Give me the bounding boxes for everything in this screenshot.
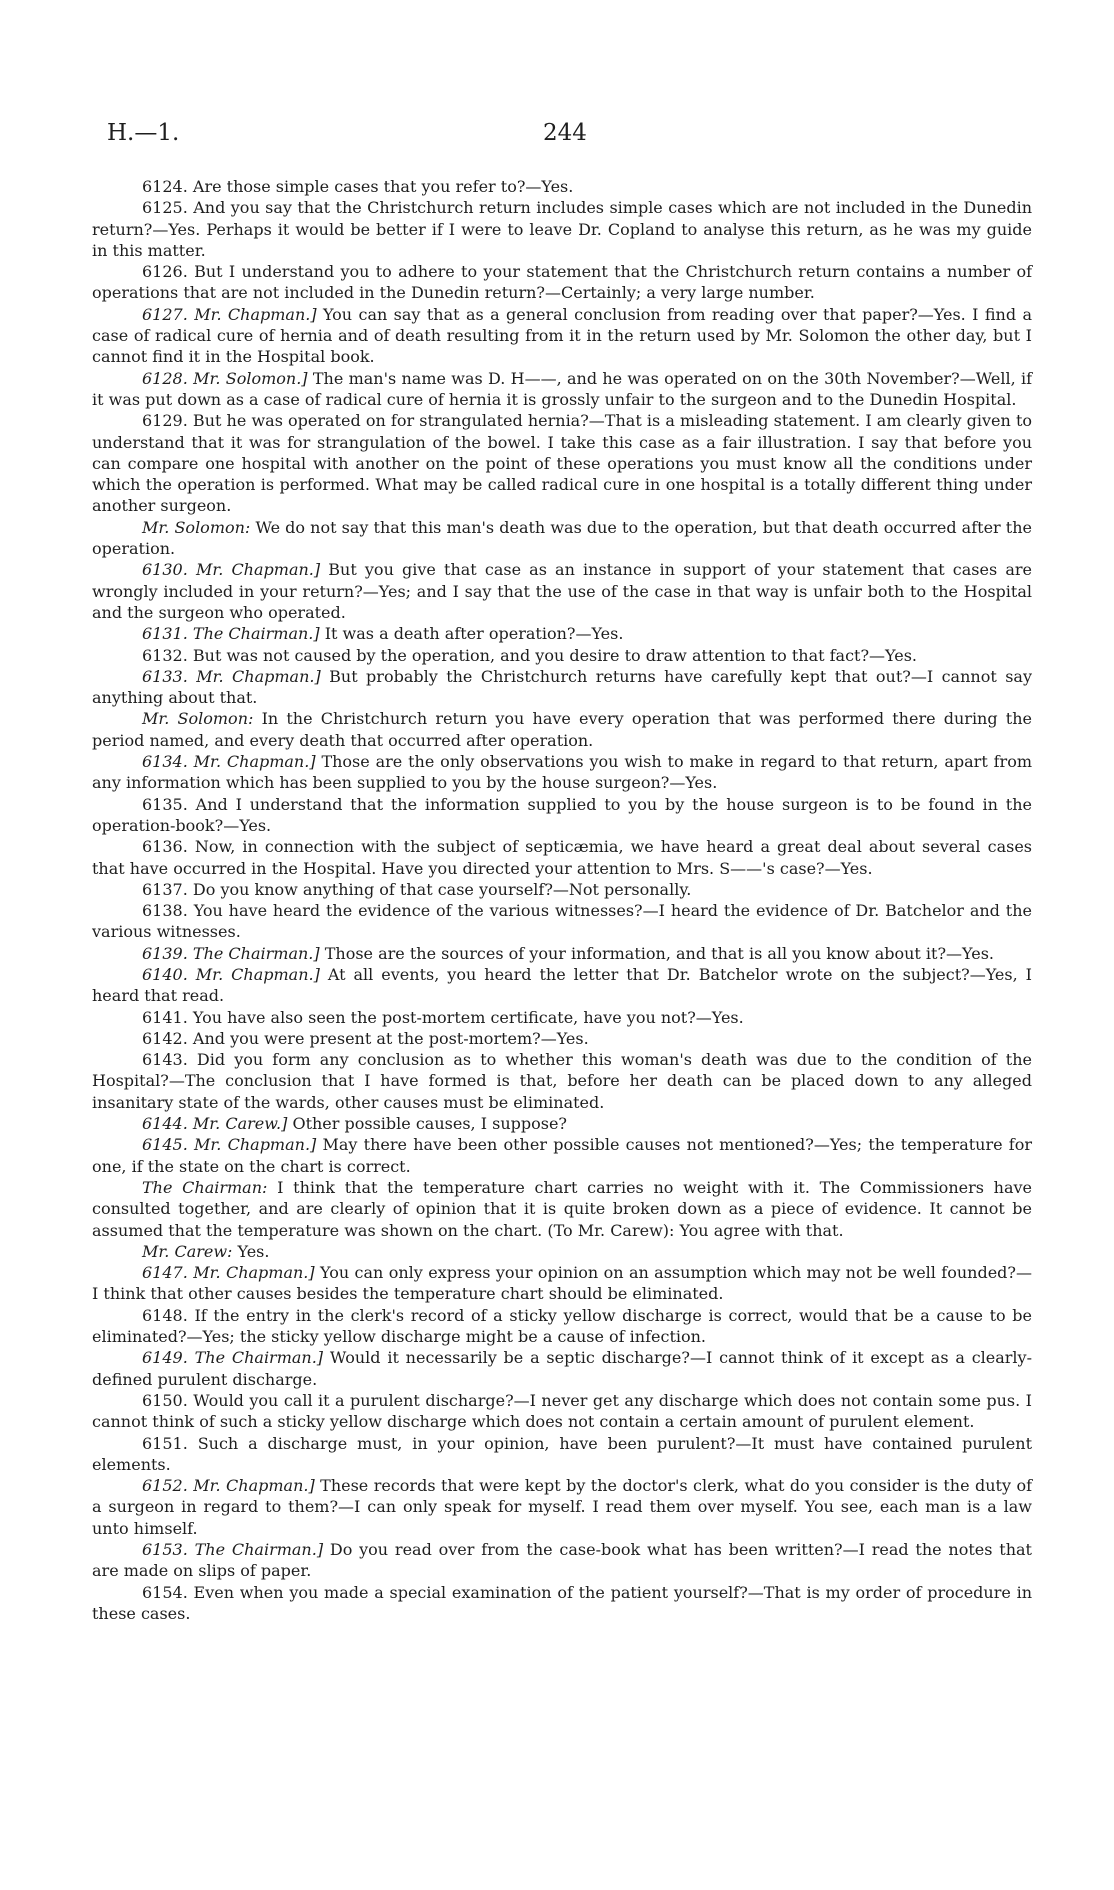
evidence-paragraph <box>92 943 1032 964</box>
evidence-paragraph <box>92 1582 1032 1625</box>
evidence-paragraph <box>92 1113 1032 1134</box>
evidence-paragraph <box>92 261 1032 304</box>
paragraph-text: Those are the sources of your information, and that is all you know about it?—Yes. <box>319 943 994 963</box>
evidence-paragraph <box>92 1134 1032 1177</box>
paragraph-text: You can say that as a general conclusion from reading over that paper?—Yes. I find a case of radical cure of hernia and of death resulting from it in the return used by Mr. Solomon the other day, but I cannot find it in the Hospital book. <box>92 304 1032 367</box>
evidence-paragraph <box>92 645 1032 666</box>
paragraph-text: 6138. You have heard the evidence of the various witnesses?—I heard the evidence of Dr. Batchelor and the various witnesses. <box>92 901 1032 942</box>
evidence-paragraph <box>92 751 1032 794</box>
evidence-paragraph <box>92 1262 1032 1305</box>
speaker-label: 6134. Mr. Chapman.] <box>142 752 316 772</box>
evidence-paragraph <box>92 304 1032 368</box>
paragraph-text: In the Christchurch return you have every operation that was performed there during the period named, and every death that occurred after operation. <box>92 709 1032 750</box>
speaker-label: Mr. Solomon: <box>142 517 251 537</box>
paragraph-text: 6151. Such a discharge must, in your opinion, have been purulent?—It must have contained purulent elements. <box>92 1433 1032 1474</box>
speaker-label: Mr. Carew: <box>142 1241 233 1261</box>
paragraph-text: 6154. Even when you made a special examination of the patient yourself?—That is my order of procedure in these cases. <box>92 1582 1032 1623</box>
paragraph-text: 6142. And you were present at the post-mortem?—Yes. <box>142 1028 589 1048</box>
evidence-paragraph <box>92 623 1032 644</box>
speaker-label: 6144. Mr. Carew.] <box>142 1114 288 1134</box>
paragraph-text: It was a death after operation?—Yes. <box>319 624 624 644</box>
paragraph-text: Would it necessarily be a septic discharge?—I cannot think of it except as a clearly-defined purulent discharge. <box>92 1348 1032 1389</box>
speaker-label: 6145. Mr. Chapman.] <box>142 1135 317 1155</box>
evidence-paragraph <box>92 1049 1032 1113</box>
evidence-paragraph <box>92 410 1032 516</box>
page-reference: H.—1. <box>107 120 180 146</box>
paragraph-text: 6148. If the entry in the clerk's record of a sticky yellow discharge is correct, would that be a cause to be eliminated?—Yes; the sticky yellow discharge might be a cause of infection. <box>92 1305 1032 1347</box>
paragraph-text: 6136. Now, in connection with the subject of septicæmia, we have heard a great deal about several cases that have occurred in the Hospital. Have you directed your attention to Mrs. S——'s case?—Yes. <box>92 837 1032 878</box>
evidence-paragraph <box>92 1177 1032 1241</box>
evidence-paragraph <box>92 1475 1032 1539</box>
evidence-paragraph <box>92 517 1032 560</box>
evidence-paragraph <box>92 1539 1032 1582</box>
evidence-paragraph <box>92 666 1032 709</box>
paragraph-text: Yes. <box>232 1241 270 1261</box>
speaker-label: 6149. The Chairman.] <box>142 1348 324 1368</box>
evidence-paragraph <box>92 879 1032 900</box>
paragraph-text: 6137. Do you know anything of that case yourself?—Not personally. <box>142 879 692 899</box>
speaker-label: 6133. Mr. Chapman.] <box>142 666 321 686</box>
paragraph-text: 6135. And I understand that the information supplied to you by the house surgeon is to be found in the operation-book?—Yes. <box>92 794 1032 835</box>
speaker-label: 6147. Mr. Chapman.] <box>142 1263 315 1283</box>
evidence-paragraph <box>92 1241 1032 1262</box>
evidence-paragraph <box>92 708 1032 751</box>
evidence-paragraph <box>92 176 1032 197</box>
page-header <box>107 120 1007 154</box>
speaker-label: Mr. Solomon: <box>142 709 254 729</box>
paragraph-text: 6124. Are those simple cases that you refer to?—Yes. <box>142 177 574 196</box>
evidence-paragraph <box>92 559 1032 623</box>
page-number: 244 <box>543 120 587 146</box>
speaker-label: 6131. The Chairman.] <box>142 624 320 644</box>
paragraph-text: 6129. But he was operated on for strangulated hernia?—That is a misleading statement. I am clearly given to understand that it was for strangulation of the bowel. I take this case as a fair illustration. I say that before you can compare one hospital with another on the point of these operations you must know all the conditions under which the operation is performed. What may be called radical cure in one hospital is a totally different thing under another surgeon. <box>92 411 1032 516</box>
speaker-label: 6140. Mr. Chapman.] <box>142 964 320 984</box>
speaker-label: 6153. The Chairman.] <box>142 1540 324 1559</box>
speaker-label: 6130. Mr. Chapman.] <box>142 560 321 580</box>
paragraph-text: 6132. But was not caused by the operation, and you desire to draw attention to that fact?—Yes. <box>142 645 917 665</box>
paragraph-text: Those are the only observations you wish to make in regard to that return, apart from any information which has been supplied to you by the house surgeon?—Yes. <box>92 752 1032 793</box>
paragraph-text: 6126. But I understand you to adhere to your statement that the Christchurch return contains a number of operations that are not included in the Dunedin return?—Certainly; a very large number. <box>92 262 1032 303</box>
evidence-paragraph <box>92 1347 1032 1390</box>
paragraph-text: These records that were kept by the doctor's clerk, what do you consider is the duty of a surgeon in regard to them?—I can only speak for myself. I read them over myself. You see, each man is a law unto himself. <box>92 1476 1033 1538</box>
evidence-paragraph <box>92 1028 1032 1049</box>
speaker-label: 6127. Mr. Chapman.] <box>142 304 317 324</box>
evidence-paragraph <box>92 794 1032 837</box>
speaker-label: 6152. Mr. Chapman.] <box>142 1476 315 1496</box>
evidence-paragraph <box>92 1305 1032 1348</box>
paragraph-text: 6125. And you say that the Christchurch return includes simple cases which are not included in the Dunedin return?—Yes. Perhaps it would be better if I were to leave Dr. Copland to analyse this return, as he was my guide in this matter. <box>92 198 1032 260</box>
evidence-paragraph <box>92 368 1032 411</box>
paragraph-text: 6143. Did you form any conclusion as to whether this woman's death was due to the condition of the Hospital?—The conclusion that I have formed is that, before her death can be placed down to any alleged insanitary state of the wards, other causes must be eliminated. <box>92 1050 1032 1112</box>
speaker-label: 6128. Mr. Solomon.] <box>142 368 308 388</box>
evidence-paragraph <box>92 836 1032 879</box>
paragraph-text: We do not say that this man's death was due to the operation, but that death occurred after the operation. <box>92 517 1033 559</box>
speaker-label: The Chairman: <box>142 1177 268 1197</box>
evidence-paragraph <box>92 1433 1032 1476</box>
evidence-paragraph <box>92 197 1032 261</box>
evidence-text <box>92 176 1032 1624</box>
evidence-paragraph <box>92 1390 1032 1433</box>
paragraph-text: I think that the temperature chart carries no weight with it. The Commissioners have consulted together, and are clearly of opinion that it is quite broken down as a piece of evidence. It cannot be assumed that the temperature was shown on the chart. (To Mr. Carew): You agree with that. <box>92 1177 1033 1240</box>
paragraph-text: The man's name was D. H——, and he was operated on on the 30th November?—Well, if it was put down as a case of radical cure of hernia it is grossly unfair to the surgeon and to the Dunedin Hospital. <box>92 368 1033 409</box>
evidence-paragraph <box>92 900 1032 943</box>
paragraph-text: Other possible causes, I suppose? <box>287 1114 567 1134</box>
paragraph-text: May there have been other possible causes not mentioned?—Yes; the temperature for one, if the state on the chart is correct. <box>92 1135 1032 1176</box>
speaker-label: 6139. The Chairman.] <box>142 943 320 963</box>
paragraph-text: 6150. Would you call it a purulent discharge?—I never get any discharge which does not contain some pus. I cannot think of such a sticky yellow discharge which does not contain a certain amount of purulent element. <box>92 1390 1032 1432</box>
paragraph-text: But you give that case as an instance in support of your statement that cases are wrongly included in your return?—Yes; and I say that the use of the case in that way is unfair both to the Hospital and the surgeon who operated. <box>92 560 1032 622</box>
paragraph-text: Do you read over from the case-book what has been written?—I read the notes that are made on slips of paper. <box>92 1540 1032 1581</box>
evidence-paragraph <box>92 1007 1032 1028</box>
paragraph-text: At all events, you heard the letter that Dr. Batchelor wrote on the subject?—Yes, I heard that read. <box>92 964 1032 1006</box>
paragraph-text: 6141. You have also seen the post-mortem certificate, have you not?—Yes. <box>142 1007 744 1027</box>
paragraph-text: But probably the Christchurch returns have carefully kept that out?—I cannot say anything about that. <box>92 666 1032 708</box>
evidence-paragraph <box>92 964 1032 1007</box>
paragraph-text: You can only express your opinion on an assumption which may not be well founded?—I think that other causes besides the temperature chart should be eliminated. <box>92 1263 1032 1304</box>
